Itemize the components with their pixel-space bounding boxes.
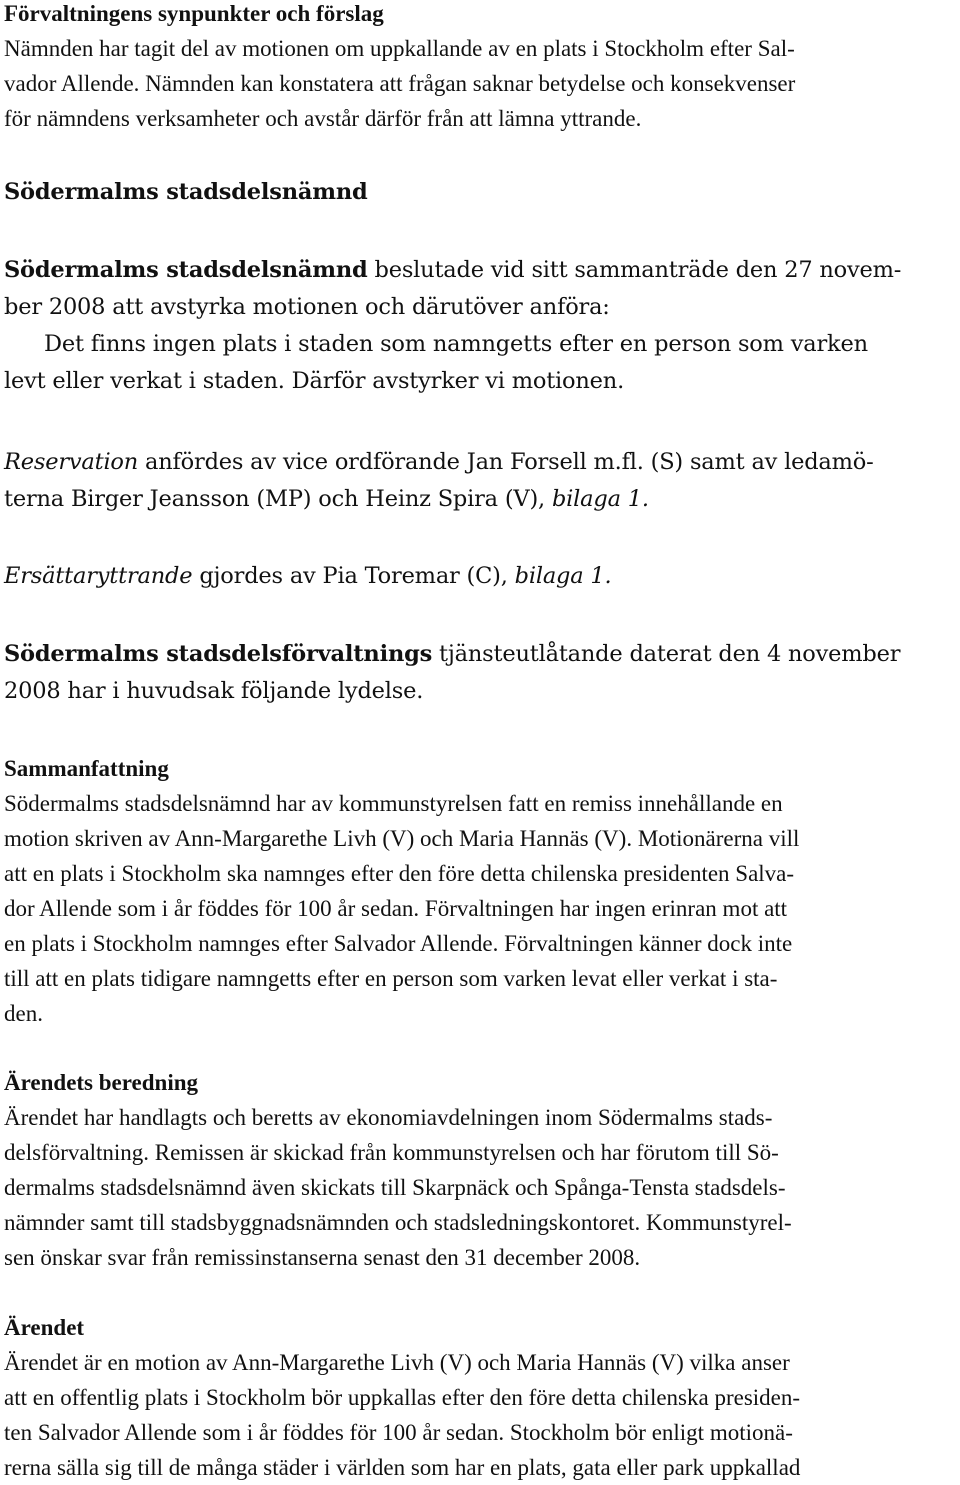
paragraph-line xyxy=(4,636,958,673)
paragraph-line: dor Allende som i år föddes för 100 år sedan. Förvaltningen har ingen erinran mot att xyxy=(4,896,788,921)
section-forvaltningens-synpunkter xyxy=(4,0,958,136)
section-heading: Sammanfattning xyxy=(4,756,169,781)
attachment-reference: bilaga 1. xyxy=(514,563,612,589)
paragraph-line: att en plats i Stockholm ska namnges efter den före detta chilenska presidenten Salva- xyxy=(4,861,795,886)
paragraph-line: dermalms stadsdelsnämnd även skickats till Skarpnäck och Spånga-Tensta stadsdels- xyxy=(4,1175,786,1200)
paragraph-line xyxy=(4,444,958,481)
paragraph-line: en plats i Stockholm namnges efter Salvador Allende. Förvaltningen känner dock inte xyxy=(4,931,793,956)
section-heading: Södermalms stadsdelsnämnd xyxy=(4,179,368,205)
forvaltning-paragraph xyxy=(4,636,958,710)
paragraph-line xyxy=(4,481,958,518)
paragraph-line: Ärendet har handlagts och beretts av ekonomiavdelningen inom Södermalms stads- xyxy=(4,1105,773,1130)
paragraph-line xyxy=(4,558,958,595)
paragraph-line: delsförvaltning. Remissen är skickad från kommunstyrelsen och har förutom till Sö- xyxy=(4,1140,779,1165)
italic-phrase: Reservation xyxy=(4,449,139,475)
quote-line: Det finns ingen plats i staden som namngetts efter en person som varken xyxy=(44,331,868,357)
paragraph-line: Ärendet är en motion av Ann-Margarethe Livh (V) och Maria Hannäs (V) vilka anser xyxy=(4,1350,790,1375)
section-sodermalms-stadsdelsnamnd xyxy=(4,174,958,211)
paragraph-line xyxy=(4,252,958,289)
paragraph-line: motion skriven av Ann-Margarethe Livh (V) och Maria Hannäs (V). Motionärerna vill xyxy=(4,826,800,851)
section-sammanfattning xyxy=(4,751,958,1031)
paragraph-line: ber 2008 att avstyrka motionen och därutöver anföra: xyxy=(4,294,610,320)
paragraph-line: nämnder samt till stadsbyggnadsnämnden och stadsledningskontoret. Kommunstyrel- xyxy=(4,1210,792,1235)
ersattaryttrande-paragraph xyxy=(4,558,958,595)
section-arendet xyxy=(4,1310,958,1485)
decision-paragraph xyxy=(4,252,958,400)
quote-line: levt eller verkat i staden. Därför avstyrker vi motionen. xyxy=(4,368,625,394)
paragraph-line: till att en plats tidigare namngetts efter en person som varken levat eller verkat i sta- xyxy=(4,966,778,991)
section-heading: Förvaltningens synpunkter och förslag xyxy=(4,1,384,26)
paragraph-line: den. xyxy=(4,1001,43,1026)
paragraph-line: Nämnden har tagit del av motionen om uppkallande av en plats i Stockholm efter Sal- xyxy=(4,36,795,61)
text-run: gjordes av Pia Toremar (C), xyxy=(192,563,515,589)
bold-phrase: Södermalms stadsdelsnämnd xyxy=(4,257,368,283)
section-heading: Ärendets beredning xyxy=(4,1070,199,1095)
text-run: tjänsteutlåtande daterat den 4 november xyxy=(432,641,901,667)
paragraph-line: sen önskar svar från remissinstanserna senast den 31 december 2008. xyxy=(4,1245,641,1270)
paragraph-line: Södermalms stadsdelsnämnd har av kommunstyrelsen fatt en remiss innehållande en xyxy=(4,791,783,816)
section-heading: Ärendet xyxy=(4,1315,85,1340)
paragraph-line: 2008 har i huvudsak följande lydelse. xyxy=(4,678,424,704)
section-arendets-beredning xyxy=(4,1065,958,1275)
italic-phrase: Ersättaryttrande xyxy=(4,563,193,589)
text-run: anfördes av vice ordförande Jan Forsell m.fl. (S) samt av ledamö- xyxy=(138,449,874,475)
text-run: terna Birger Jeansson (MP) och Heinz Spira (V), xyxy=(4,486,552,512)
paragraph-line: ten Salvador Allende som i år föddes för 100 år sedan. Stockholm bör enligt motionä- xyxy=(4,1420,793,1445)
paragraph-line: för nämndens verksamheter och avstår därför från att lämna yttrande. xyxy=(4,106,642,131)
reservation-paragraph xyxy=(4,444,958,518)
paragraph-line: rerna sälla sig till de många städer i världen som har en plats, gata eller park uppkallad xyxy=(4,1455,801,1480)
bold-phrase: Södermalms stadsdelsförvaltnings xyxy=(4,641,433,667)
attachment-reference: bilaga 1. xyxy=(551,486,649,512)
paragraph-line: vador Allende. Nämnden kan konstatera att frågan saknar betydelse och konsekvenser xyxy=(4,71,796,96)
paragraph-line: att en offentlig plats i Stockholm bör uppkallas efter den före detta chilenska presiden- xyxy=(4,1385,801,1410)
text-run: beslutade vid sitt sammanträde den 27 novem- xyxy=(367,257,902,283)
